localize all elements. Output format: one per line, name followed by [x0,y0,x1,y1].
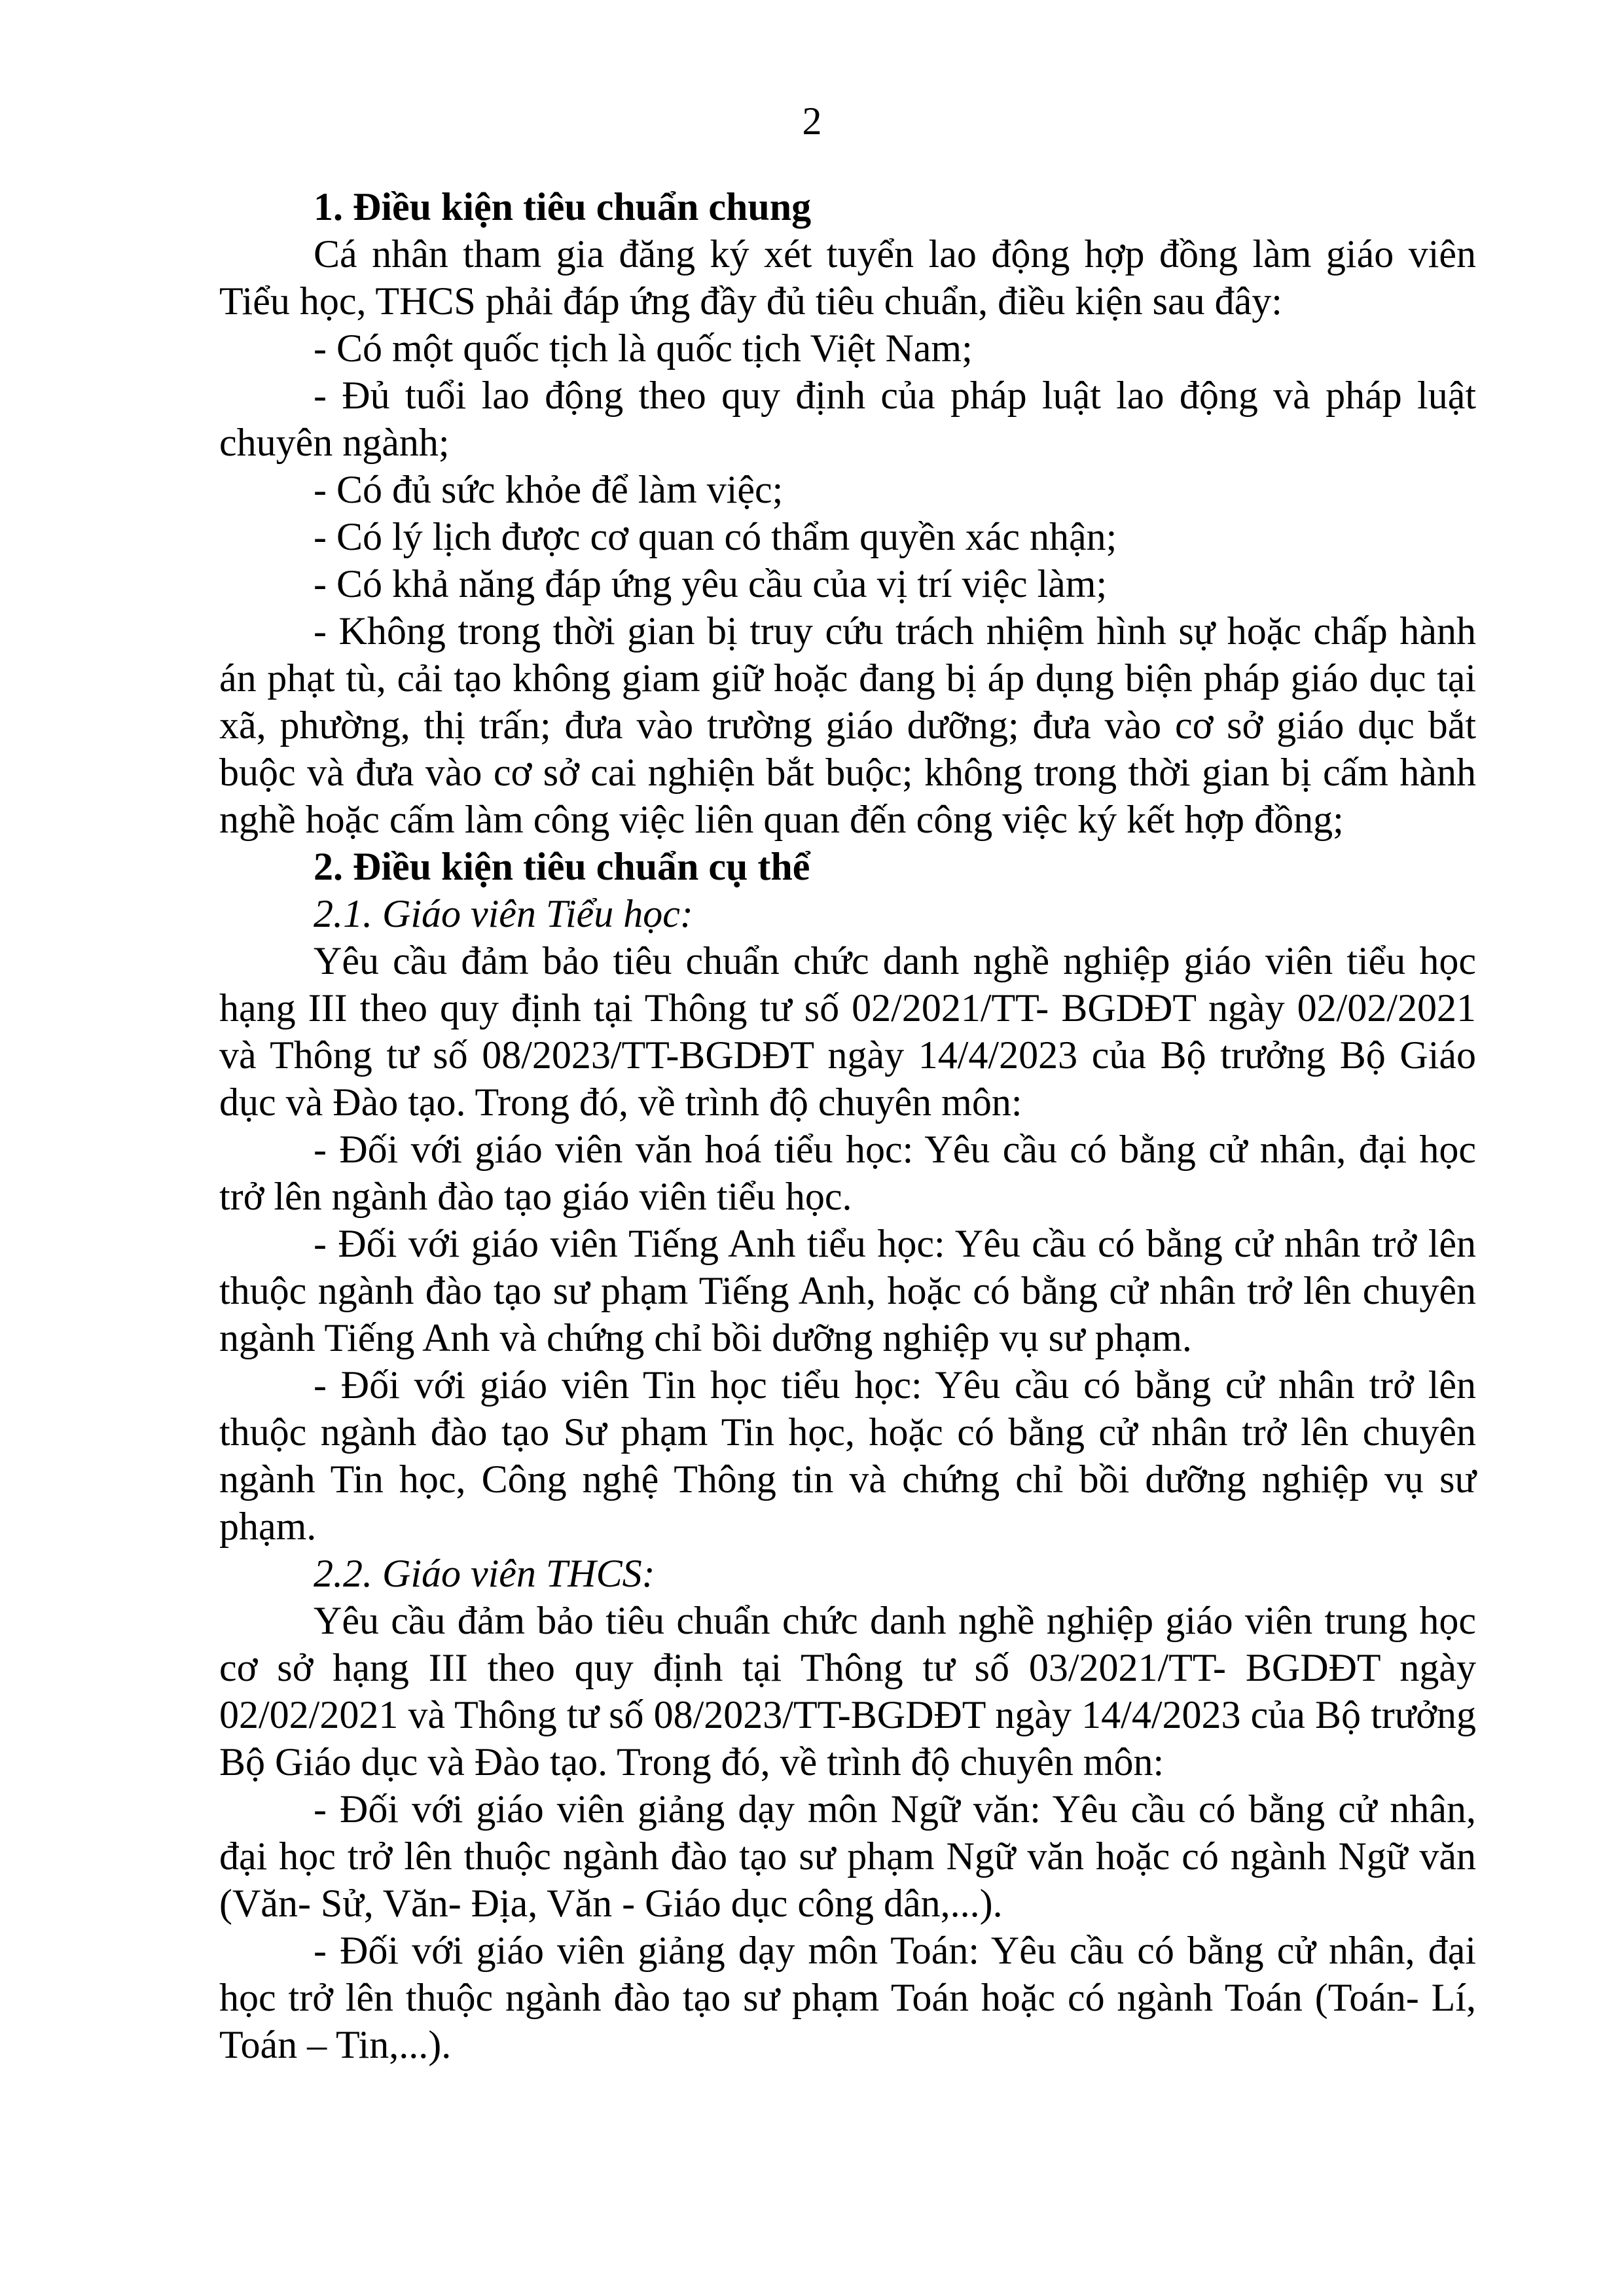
subsection-heading-primary-teachers: 2.1. Giáo viên Tiểu học: [314,892,693,935]
list-item-health: - Có đủ sức khỏe để làm việc; [314,468,784,511]
section-heading-specific-conditions: 2. Điều kiện tiêu chuẩn cụ thể [314,845,810,888]
list-item-secondary-math: - Đối với giáo viên giảng dạy môn Toán: Yêu cầu có bằng cử nhân, đại học trở lên thuộc ngành đào tạo sư phạm Toán hoặc có ngành Toán (Toán- Lí, Toán – Tin,...). [219,1929,1476,2066]
list-item-nationality: - Có một quốc tịch là quốc tịch Việt Nam; [314,327,973,370]
subsection-heading-secondary-teachers: 2.2. Giáo viên THCS: [314,1552,655,1595]
list-item-ability: - Có khả năng đáp ứng yêu cầu của vị trí việc làm; [314,562,1108,605]
list-item-primary-it: - Đối với giáo viên Tin học tiểu học: Yêu cầu có bằng cử nhân trở lên thuộc ngành đào tạo Sư phạm Tin học, hoặc có bằng cử nhân trở lên chuyên ngành Tin học, Công nghệ Thông tin và chứng chỉ bồi dưỡng nghiệp vụ sư phạm. [219,1363,1476,1548]
paragraph-primary-requirements: Yêu cầu đảm bảo tiêu chuẩn chức danh nghề nghiệp giáo viên tiểu học hạng III theo quy định tại Thông tư số 02/2021/TT- BGDĐT ngày 02/02/2021 và Thông tư số 08/2023/TT-BGDĐT ngày 14/4/2023 của Bộ trưởng Bộ Giáo dục và Đào tạo. Trong đó, về trình độ chuyên môn: [219,939,1476,1124]
list-item-secondary-literature: - Đối với giáo viên giảng dạy môn Ngữ văn: Yêu cầu có bằng cử nhân, đại học trở lên thuộc ngành đào tạo sư phạm Ngữ văn hoặc có ngành Ngữ văn (Văn- Sử, Văn- Địa, Văn - Giáo dục công dân,...). [219,1787,1476,1925]
paragraph-secondary-requirements: Yêu cầu đảm bảo tiêu chuẩn chức danh nghề nghiệp giáo viên trung học cơ sở hạng III theo quy định tại Thông tư số 03/2021/TT- BGDĐT ngày 02/02/2021 và Thông tư số 08/2023/TT-BGDĐT ngày 14/4/2023 của Bộ trưởng Bộ Giáo dục và Đào tạo. Trong đó, về trình độ chuyên môn: [219,1599,1476,1784]
paragraph-intro: Cá nhân tham gia đăng ký xét tuyển lao động hợp đồng làm giáo viên Tiểu học, THCS phải đáp ứng đầy đủ tiêu chuẩn, điều kiện sau đây: [219,232,1476,323]
list-item-working-age: - Đủ tuổi lao động theo quy định của pháp luật lao động và pháp luật chuyên ngành; [219,374,1476,464]
page-number: 2 [802,99,822,143]
list-item-primary-general: - Đối với giáo viên văn hoá tiểu học: Yêu cầu có bằng cử nhân, đại học trở lên ngành đào tạo giáo viên tiểu học. [219,1128,1476,1218]
list-item-primary-english: - Đối với giáo viên Tiếng Anh tiểu học: Yêu cầu có bằng cử nhân trở lên thuộc ngành đào tạo sư phạm Tiếng Anh, hoặc có bằng cử nhân trở lên chuyên ngành Tiếng Anh và chứng chỉ bồi dưỡng nghiệp vụ sư phạm. [219,1222,1476,1359]
document-body [219,183,1476,2068]
section-heading-general-conditions: 1. Điều kiện tiêu chuẩn chung [314,185,812,228]
list-item-background: - Có lý lịch được cơ quan có thẩm quyền xác nhận; [314,515,1117,558]
list-item-no-prosecution: - Không trong thời gian bị truy cứu trách nhiệm hình sự hoặc chấp hành án phạt tù, cải tạo không giam giữ hoặc đang bị áp dụng biện pháp giáo dục tại xã, phường, thị trấn; đưa vào trường giáo dưỡng; đưa vào cơ sở giáo dục bắt buộc và đưa vào cơ sở cai nghiện bắt buộc; không trong thời gian bị cấm hành nghề hoặc cấm làm công việc liên quan đến công việc ký kết hợp đồng; [219,609,1476,841]
